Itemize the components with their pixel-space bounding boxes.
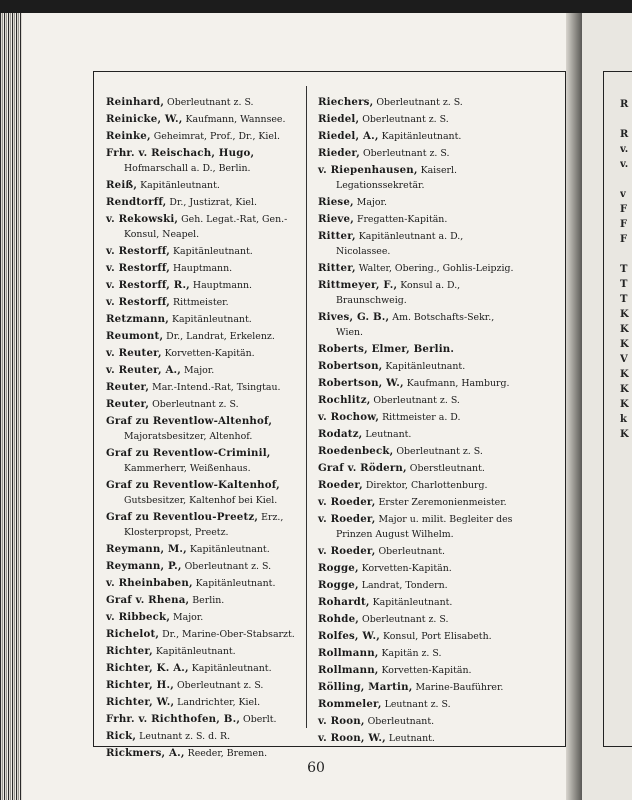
next-page-fragment: v [620,189,626,200]
directory-entry [106,397,300,412]
entry-details: Hauptmann. [170,263,233,274]
entry-details: Hofmarschall a. D., Berlin. [124,163,251,174]
directory-entry [318,495,514,510]
entry-details: Konsul a. D., Braunschweig. [336,280,461,306]
entry-name: Reinhard, [106,96,165,108]
directory-entry [106,576,300,591]
entry-name: Frhr. v. Richthofen, B., [106,713,241,725]
entry-details: Leutnant. [362,429,412,440]
entry-name: Robertson, [318,360,383,372]
entry-name: Richter, W., [106,696,175,708]
entry-name: v. Rochow, [318,411,380,423]
directory-entry [106,380,300,395]
entry-name: v. Roeder, [318,513,376,525]
entry-name: v. Roon, W., [318,732,386,744]
entry-name: Riese, [318,196,354,208]
entry-name: Richter, H., [106,679,174,691]
directory-entry [318,427,514,442]
directory-entry [318,229,514,259]
directory-entry [106,212,300,242]
entry-details: Gutsbesitzer, Kaltenhof bei Kiel. [124,495,278,506]
entry-name: Richter, K. A., [106,662,189,674]
entry-name: v. Rekowski, [106,213,179,225]
directory-entry [106,746,300,761]
directory-entry [318,646,514,661]
entry-details: Geheimrat, Prof., Dr., Kiel. [150,131,280,142]
entry-name: Rogge, [318,562,359,574]
entry-details: Mar.-Intend.-Rat, Tsingtau. [149,382,281,393]
directory-entry [106,129,300,144]
entry-name: Graf zu Reventlow-Kaltenhof, [106,479,280,491]
directory-entry [318,680,514,695]
entry-name: Rohardt, [318,596,370,608]
entry-name: Rommeler, [318,698,382,710]
entry-details: Landrichter, Kiel. [174,697,261,708]
entry-details: Kapitänleutnant. [382,361,466,372]
entry-details: Kapitänleutnant. [170,246,253,257]
left-column [106,95,300,763]
right-column [318,95,514,748]
directory-entry [106,610,300,625]
entry-details: Kapitänleutnant. [188,663,272,674]
entry-details: Walter, Obering., Gohlis-Leipzig. [355,263,514,274]
entry-details: Oberleutnant z. S. [359,614,449,625]
entry-name: Ritter, [318,262,356,274]
entry-name: Roedenbeck, [318,445,394,457]
entry-name: Rollmann, [318,647,379,659]
next-page-fragment [620,112,632,127]
entry-details: Oberleutnant z. S. [393,446,483,457]
entry-details: Kapitänleutnant. [186,544,270,555]
entry-details: Oberstleutnant. [406,463,485,474]
directory-entry [318,278,514,308]
entry-details: Dr., Marine-Ober-Stabsarzt. [159,629,295,640]
next-page-fragment: K [620,399,629,410]
next-page-fragment: K [620,339,629,350]
entry-name: Riedel, A., [318,130,379,142]
entry-name: v. Restorff, [106,262,171,274]
directory-entry [106,446,300,476]
entry-name: Richelot, [106,628,160,640]
entry-details: Korvetten-Kapitän. [161,348,255,359]
directory-entry [106,478,300,508]
entry-name: v. Restorff, R., [106,279,190,291]
entry-name: Graf zu Reventlow-Altenhof, [106,415,273,427]
directory-entry [106,195,300,210]
entry-details: Kaiserl. Legationssekretär. [336,165,457,191]
entry-name: Graf v. Rhena, [106,594,190,606]
directory-entry [106,112,300,127]
top-edge [0,0,632,13]
entry-name: Richter, [106,645,153,657]
entry-name: v. Roeder, [318,545,376,557]
directory-entry [318,512,514,542]
directory-entry [318,461,514,476]
next-page-fragment: v. [620,144,629,155]
next-page-fragment: T [620,264,628,275]
entry-details: Kapitän z. S. [378,648,442,659]
entry-details: Kaufmann, Hamburg. [403,378,510,389]
entry-name: Roeder, [318,479,363,491]
entry-details: Oberleutnant z. S. [360,148,450,159]
next-page-fragment: K [620,324,629,335]
entry-details: Oberleutnant. [375,546,445,557]
entry-details: Korvetten-Kapitän. [378,665,472,676]
entry-details: Dr., Landrat, Erkelenz. [163,331,275,342]
entry-name: v. Reuter, A., [106,364,182,376]
directory-entry [106,678,300,693]
directory-entry [106,178,300,193]
entry-details: Korvetten-Kapitän. [358,563,452,574]
directory-entry [318,595,514,610]
entry-details: Kapitänleutnant. [192,578,276,589]
entry-name: v. Roeder, [318,496,376,508]
directory-entry [106,346,300,361]
directory-entry [318,663,514,678]
entry-name: v. Riepenhausen, [318,164,418,176]
directory-entry [106,627,300,642]
entry-name: Retzmann, [106,313,169,325]
entry-name: Rollmann, [318,664,379,676]
entry-details: Kapitänleutnant. [378,131,462,142]
entry-name: Rick, [106,730,137,742]
entry-name: v. Ribbeck, [106,611,171,623]
next-page-partial-text [620,97,632,442]
directory-entry [106,695,300,710]
entry-name: v. Restorff, [106,245,171,257]
entry-name: Rolfes, W., [318,630,380,642]
next-page-fragment: K [620,429,629,440]
next-page-fragment: F [620,219,628,230]
next-page-fragment: K [620,384,629,395]
entry-name: Ritter, [318,230,356,242]
directory-entry [318,561,514,576]
entry-details: Erster Zeremonienmeister. [375,497,507,508]
entry-details: Majoratsbesitzer, Altenhof. [124,431,253,442]
directory-entry [318,393,514,408]
entry-details: Major u. milit. Begleiter des Prinzen August Wilhelm. [336,514,513,540]
entry-name: Reinke, [106,130,151,142]
directory-entry [318,731,514,746]
directory-entry [318,146,514,161]
directory-entry [106,593,300,608]
directory-entry [106,414,300,444]
entry-name: Reymann, M., [106,543,187,555]
directory-entry [318,376,514,391]
directory-entry [318,212,514,227]
entry-details: Major. [170,612,204,623]
entry-details: Kapitänleutnant. [137,180,220,191]
directory-entry [106,510,300,540]
next-page-fragment: F [620,234,628,245]
directory-entry [318,195,514,210]
entry-name: Rogge, [318,579,359,591]
directory-entry [318,544,514,559]
directory-entry [106,644,300,659]
entry-name: v. Restorff, [106,296,171,308]
entry-details: Landrat, Tondern. [358,580,448,591]
entry-details: Oberleutnant z. S. [181,561,272,572]
entry-details: Oberleutnant z. S. [173,680,264,691]
entry-name: v. Rheinbaben, [106,577,193,589]
entry-name: Graf v. Rödern, [318,462,407,474]
entry-name: Graf zu Reventlow-Criminil, [106,447,271,459]
directory-entry [318,478,514,493]
directory-entry [106,244,300,259]
next-page-fragment: T [620,294,628,305]
entry-name: Reuter, [106,381,150,393]
directory-entry [106,261,300,276]
entry-details: Leutnant z. S. d. R. [136,731,231,742]
directory-entry [318,410,514,425]
next-page-fragment: R [620,129,629,140]
entry-details: Dr., Justizrat, Kiel. [166,197,257,208]
entry-details: Oberleutnant. [364,716,435,727]
entry-details: Oberleutnant z. S. [359,114,449,125]
directory-entry [106,295,300,310]
entry-details: Oberleutnant z. S. [373,97,463,108]
next-page-fragment: V [620,354,628,365]
entry-details: Kapitänleutnant a. D., Nicolassee. [336,231,464,257]
directory-entry [106,278,300,293]
entry-name: Reymann, P., [106,560,182,572]
entry-name: Roberts, Elmer, Berlin. [318,343,455,355]
directory-entry [318,578,514,593]
next-page-fragment [620,172,632,187]
next-page-fragment: T [620,279,628,290]
next-page-fragment: k [620,414,627,425]
entry-details: Kapitänleutnant. [369,597,453,608]
entry-details: Kaufmann, Wannsee. [182,114,286,125]
entry-details: Oberleutnant z. S. [149,399,239,410]
entry-details: Kammerherr, Weißenhaus. [124,463,251,474]
entry-details: Erz., Klosterpropst, Preetz. [124,512,284,538]
entry-details: Berlin. [189,595,225,606]
entry-name: Reiß, [106,179,138,191]
entry-name: v. Reuter, [106,347,162,359]
entry-name: Rodatz, [318,428,363,440]
entry-details: Kapitänleutnant. [168,314,252,325]
directory-entry [106,363,300,378]
entry-details: Reeder, Bremen. [184,748,268,759]
directory-entry [318,261,514,276]
entry-name: Rochlitz, [318,394,371,406]
directory-entry [106,329,300,344]
entry-name: Graf zu Reventlou-Preetz, [106,511,259,523]
entry-name: Frhr. v. Reischach, Hugo, [106,147,255,159]
directory-entry [318,95,514,110]
next-page-fragment [620,247,632,262]
entry-details: Leutnant. [385,733,435,744]
entry-name: Rives, G. B., [318,311,390,323]
entry-name: Rittmeyer, F., [318,279,398,291]
entry-details: Leutnant z. S. [381,699,451,710]
directory-entry [318,359,514,374]
directory-entry [318,112,514,127]
entry-details: Hauptmann. [189,280,253,291]
entry-details: Oberleutnant z. S. [164,97,254,108]
entry-name: Robertson, W., [318,377,404,389]
directory-entry [106,559,300,574]
directory-entry [106,146,300,176]
directory-entry [318,629,514,644]
entry-name: Rieve, [318,213,354,225]
directory-entry [318,342,514,357]
page-number: 60 [307,760,325,776]
directory-entry [318,714,514,729]
entry-name: v. Roon, [318,715,365,727]
entry-name: Reinicke, W., [106,113,183,125]
entry-details: Marine-Bauführer. [412,682,504,693]
entry-details: Am. Botschafts-Sekr., Wien. [336,312,495,338]
entry-name: Rendtorff, [106,196,167,208]
entry-details: Oberleutnant z. S. [370,395,460,406]
entry-name: Riedel, [318,113,360,125]
directory-entry [318,444,514,459]
entry-details: Kapitänleutnant. [152,646,236,657]
next-page-fragment: K [620,309,629,320]
entry-details: Oberlt. [240,714,277,725]
directory-entry [106,661,300,676]
book-spine-edge [0,13,22,800]
entry-details: Konsul, Port Elisabeth. [379,631,492,642]
next-page-fragment: K [620,369,629,380]
directory-entry [318,310,514,340]
directory-entry [106,729,300,744]
entry-name: Rohde, [318,613,360,625]
entry-name: Rölling, Martin, [318,681,413,693]
entry-details: Fregatten-Kapitän. [353,214,448,225]
directory-entry [318,163,514,193]
entry-name: Rieder, [318,147,360,159]
next-page-fragment: v. [620,159,629,170]
entry-details: Rittmeister. [170,297,229,308]
entry-name: Rickmers, A., [106,747,185,759]
directory-entry [106,95,300,110]
next-page-fragment: F [620,204,628,215]
entry-name: Reumont, [106,330,164,342]
entry-details: Geh. Legat.-Rat, Gen.-Konsul, Neapel. [124,214,288,240]
next-page-fragment: R [620,99,629,110]
entry-details: Direktor, Charlottenburg. [362,480,488,491]
entry-name: Reuter, [106,398,150,410]
entry-details: Major. [181,365,215,376]
entry-details: Rittmeister a. D. [379,412,461,423]
directory-entry [106,542,300,557]
book-gutter [566,13,582,800]
entry-name: Riechers, [318,96,374,108]
column-divider [306,86,307,728]
directory-entry [318,697,514,712]
directory-entry [106,312,300,327]
directory-entry [318,129,514,144]
directory-entry [106,712,300,727]
directory-entry [318,612,514,627]
entry-details: Major. [353,197,387,208]
